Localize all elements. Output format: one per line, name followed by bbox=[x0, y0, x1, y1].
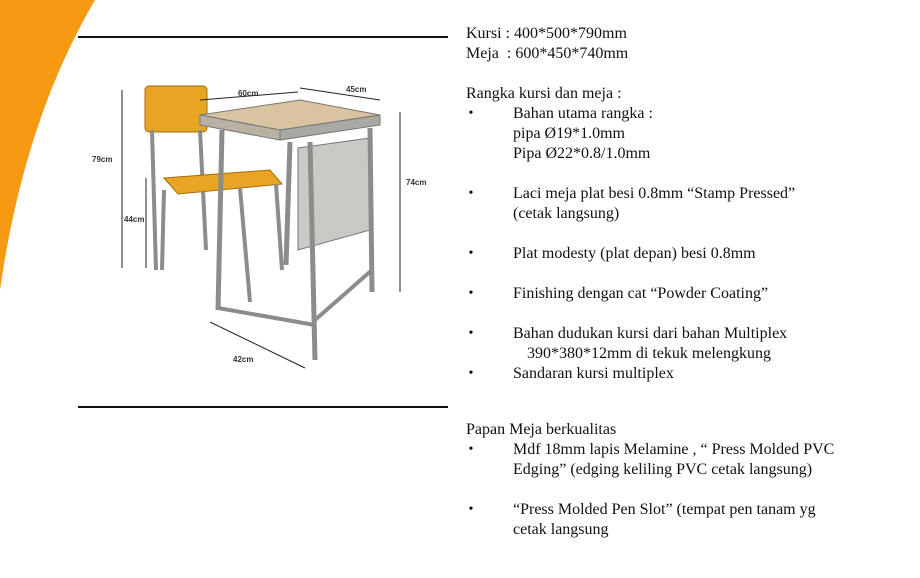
desk-drawing bbox=[200, 100, 380, 360]
list-item bbox=[466, 244, 911, 264]
dim-bottom-label: 42cm bbox=[233, 355, 254, 364]
list-item bbox=[466, 184, 911, 224]
list-item-line: Bahan utama rangka : bbox=[513, 105, 653, 122]
dim-chair-height-label: 79cm bbox=[92, 155, 113, 164]
frame-section-title: Rangka kursi dan meja : bbox=[466, 85, 622, 102]
list-item-line: Plat modesty (plat depan) besi 0.8mm bbox=[513, 245, 756, 262]
frame-list bbox=[466, 104, 911, 384]
bullet: • bbox=[468, 246, 474, 261]
list-item bbox=[466, 104, 911, 164]
spec-text-panel bbox=[466, 24, 911, 540]
top-list bbox=[466, 440, 911, 540]
dim-width-label: 60cm bbox=[238, 89, 259, 98]
list-item-line: Bahan dudukan kursi dari bahan Multiplex bbox=[513, 325, 788, 342]
bullet: • bbox=[468, 326, 474, 341]
list-item-line: Finishing dengan cat “Powder Coating” bbox=[513, 285, 769, 302]
dim-seat-height-label: 44cm bbox=[124, 215, 145, 224]
list-item-line: “Press Molded Pen Slot” (tempat pen tanam yg bbox=[513, 501, 816, 518]
bullet: • bbox=[468, 366, 474, 381]
list-item-line: 390*380*12mm di tekuk melengkung bbox=[527, 345, 771, 362]
dim-depth-label: 45cm bbox=[346, 85, 367, 94]
list-item-line: Laci meja plat besi 0.8mm “Stamp Pressed” bbox=[513, 185, 796, 202]
desk-spec: Meja : 600*450*740mm bbox=[466, 45, 629, 62]
top-section-title: Papan Meja berkualitas bbox=[466, 421, 617, 438]
chair-spec: Kursi : 400*500*790mm bbox=[466, 25, 627, 42]
bullet: • bbox=[468, 106, 474, 121]
list-item-line: pipa Ø19*1.0mm bbox=[513, 125, 625, 142]
list-item-line: Pipa Ø22*0.8/1.0mm bbox=[513, 145, 651, 162]
list-item bbox=[466, 364, 911, 384]
desk-chair-illustration bbox=[92, 70, 430, 380]
list-item bbox=[466, 324, 911, 364]
bullet: • bbox=[468, 442, 474, 457]
bullet: • bbox=[468, 502, 474, 517]
list-item-line: Mdf 18mm lapis Melamine , “ Press Molded PVC bbox=[513, 441, 835, 458]
dim-desk-height-label: 74cm bbox=[406, 178, 427, 187]
bullet: • bbox=[468, 186, 474, 201]
bottom-divider bbox=[78, 406, 448, 408]
list-item bbox=[466, 440, 911, 480]
bullet: • bbox=[468, 286, 474, 301]
list-item-line: Sandaran kursi multiplex bbox=[513, 365, 674, 382]
top-divider bbox=[78, 36, 448, 38]
list-item-line: cetak langsung bbox=[513, 521, 609, 538]
list-item-line: (cetak langsung) bbox=[513, 205, 620, 222]
list-item bbox=[466, 500, 911, 540]
list-item-line: Edging” (edging keliling PVC cetak langsung) bbox=[513, 461, 813, 478]
list-item bbox=[466, 284, 911, 304]
